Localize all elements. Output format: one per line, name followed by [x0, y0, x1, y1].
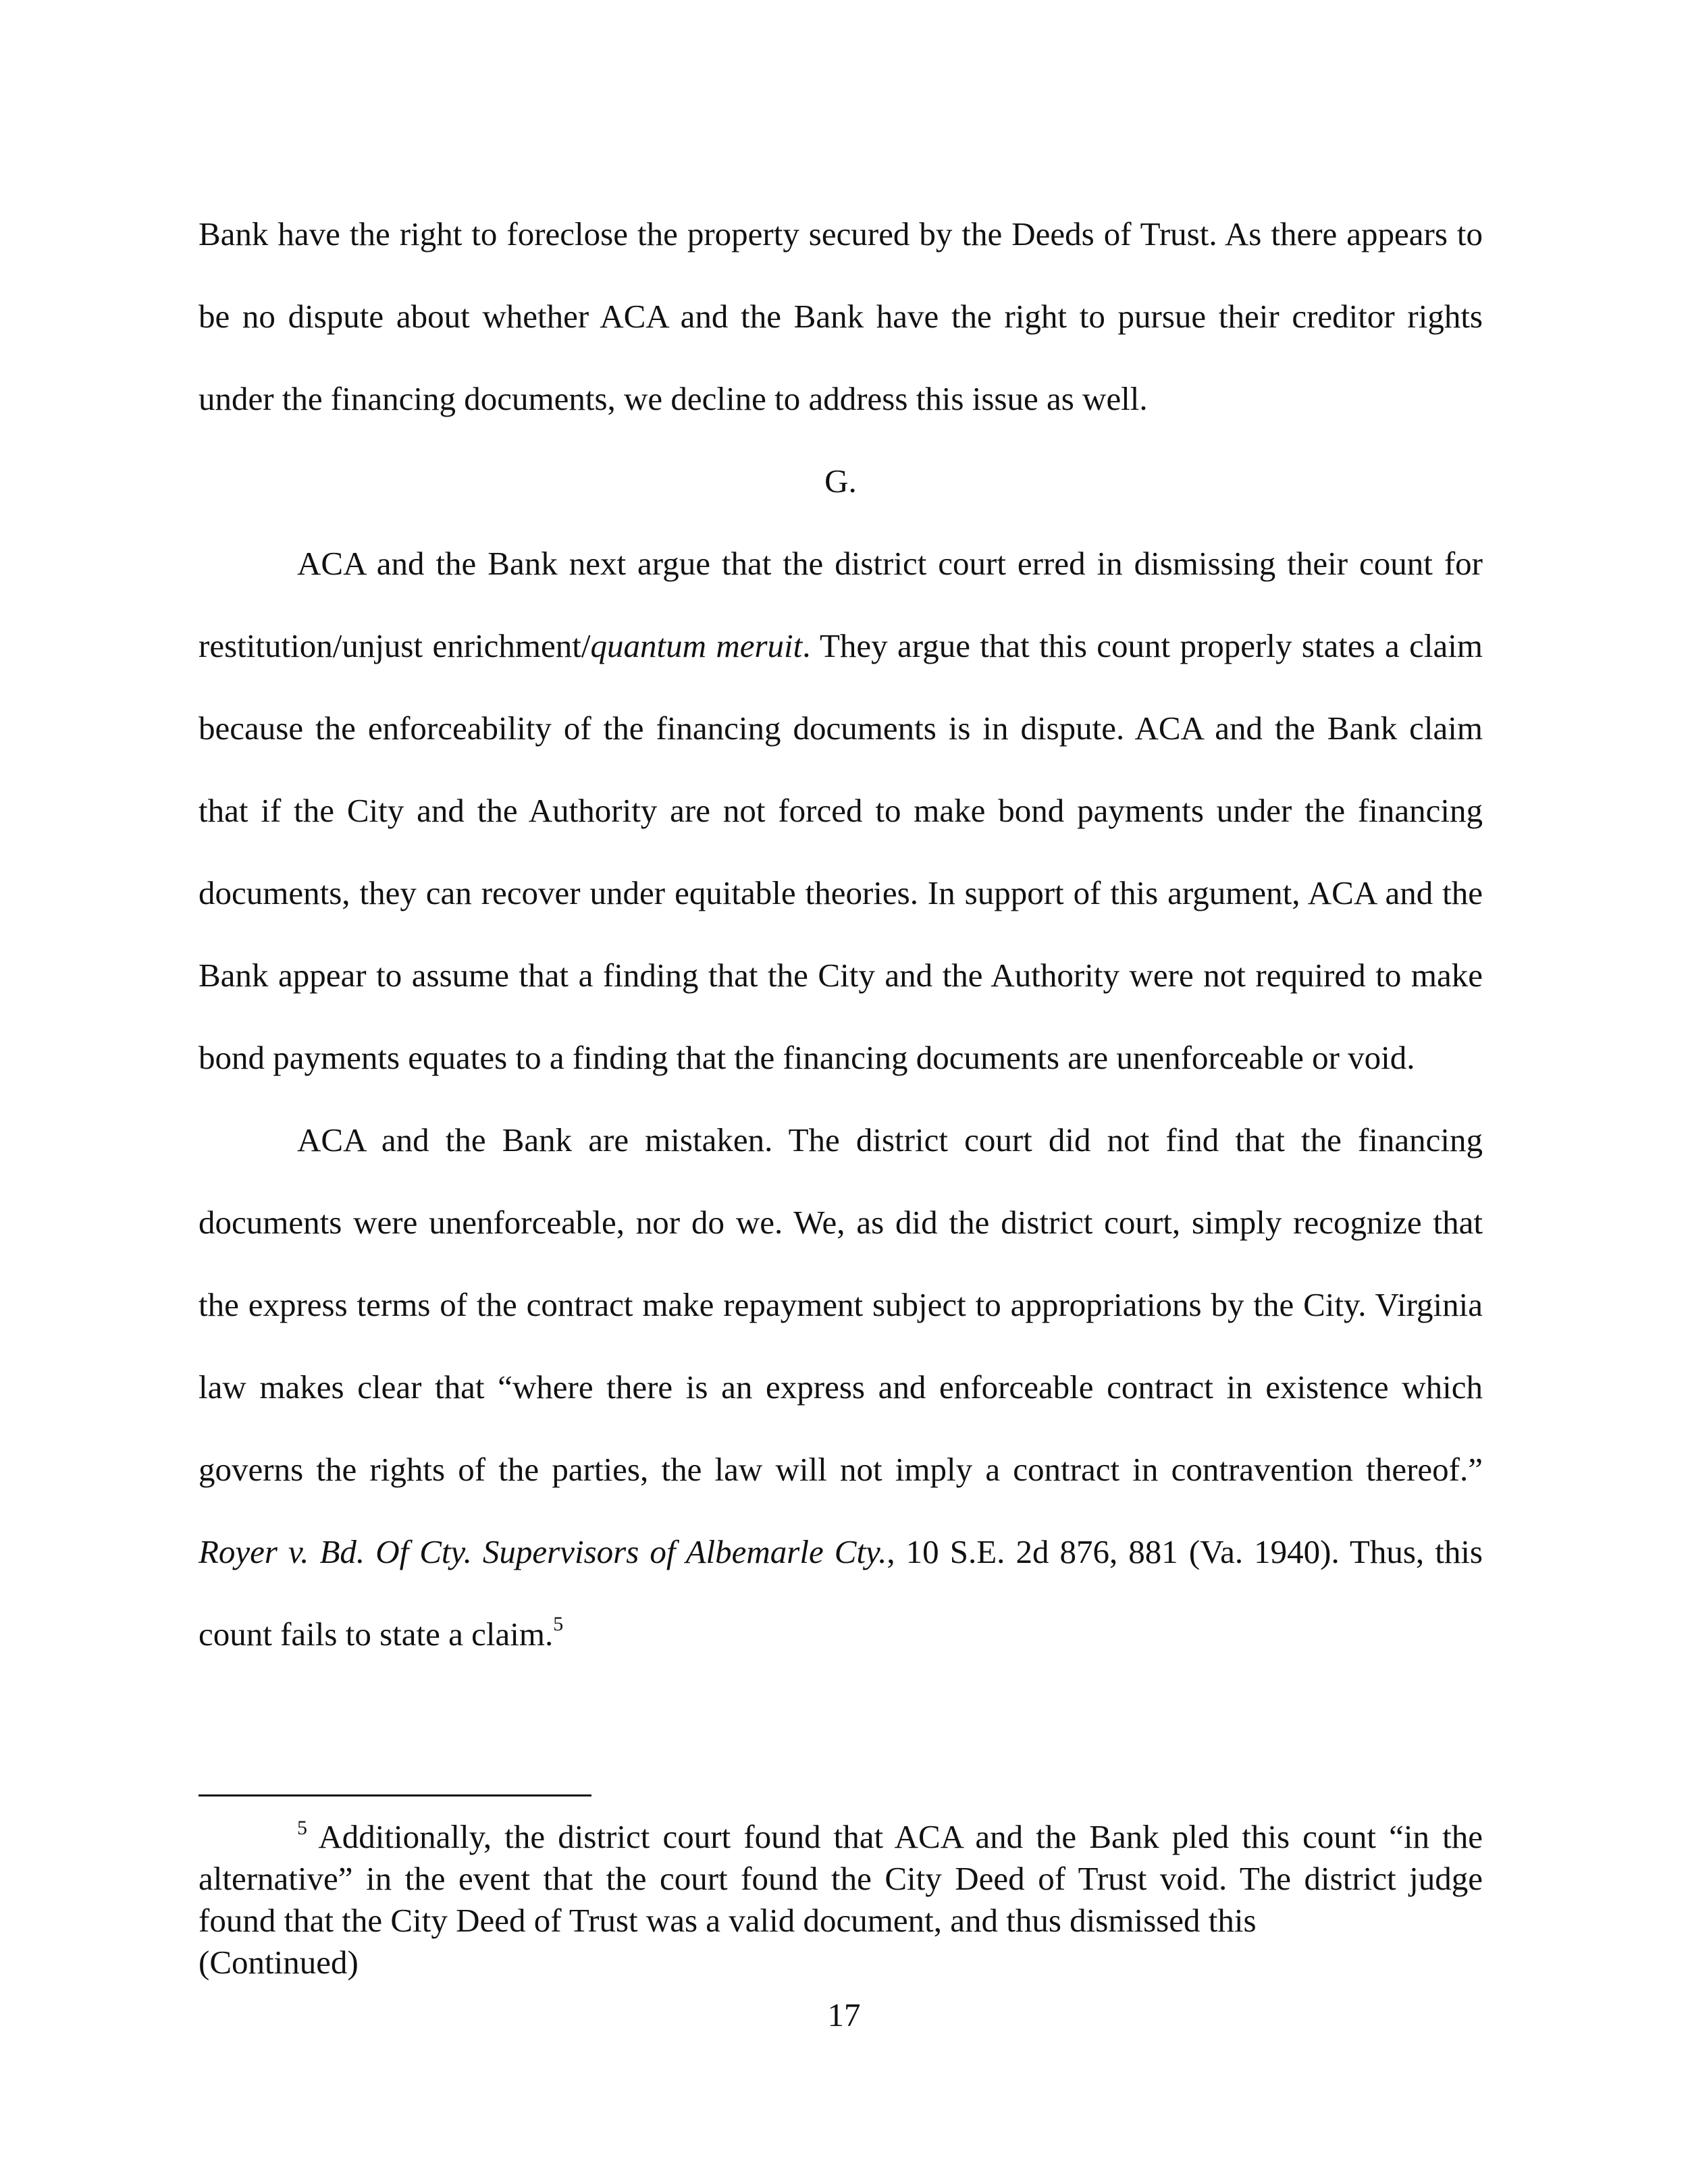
footnote-text: Additionally, the district court found that ACA and the Bank pled this count “in the alternative” in the event that the court found the City Deed of Trust void. The district judge found that the City Deed of Trust was a valid document, and thus dismissed this — [199, 1818, 1483, 1939]
paragraph-1 — [199, 193, 1483, 440]
section-heading: G. — [824, 462, 857, 500]
paragraph-2-italic: quantum meruit — [590, 627, 803, 664]
paragraph-2-text-a: ACA and the Bank next argue that the district court erred in dismissing their count for restitution/unjust enrichment/ — [199, 545, 1483, 664]
paragraph-1-text: Bank have the right to foreclose the property secured by the Deeds of Trust. As there appears to be no dispute about whether ACA and the Bank have the right to pursue their creditor rights under the financing documents, we decline to address this issue as well. — [199, 215, 1483, 417]
paragraph-2 — [199, 523, 1483, 1099]
page-number: 17 — [827, 1996, 861, 2033]
paragraph-3 — [199, 1099, 1483, 1676]
paragraph-3-text-b: , 10 S.E. 2d 876, 881 (Va. 1940). Thus, this count fails to state a claim. — [199, 1533, 1483, 1653]
footnote — [199, 1816, 1483, 1983]
paragraph-3-text-a: ACA and the Bank are mistaken. The district court did not find that the financing documents were unenforceable, nor do we. We, as did the district court, simply recognize that the express terms of the contract make repayment subject to appropriations by the City. Virginia law makes clear that “where there is an express and enforceable contract in existence which governs the rights of the parties, the law will not imply a contract in contravention thereof.” — [199, 1121, 1483, 1488]
footnote-reference: 5 — [553, 1613, 564, 1635]
footnote-continued: (Continued) — [199, 1944, 359, 1981]
footnote-divider — [199, 1794, 591, 1796]
case-citation: Royer v. Bd. Of Cty. Supervisors of Albemarle Cty. — [199, 1533, 887, 1570]
main-text — [199, 193, 1483, 1676]
paragraph-2-text-b: . They argue that this count properly states a claim because the enforceability of the financing documents is in dispute. ACA and the Bank claim that if the City and the Authority are not forced to make bond payments under the financing documents, they can recover under equitable theories. In support of this argument, ACA and the Bank appear to assume that a finding that the City and the Authority were not required to make bond payments equates to a finding that the financing documents are unenforceable or void. — [199, 627, 1483, 1076]
footnote-marker: 5 — [297, 1817, 307, 1839]
